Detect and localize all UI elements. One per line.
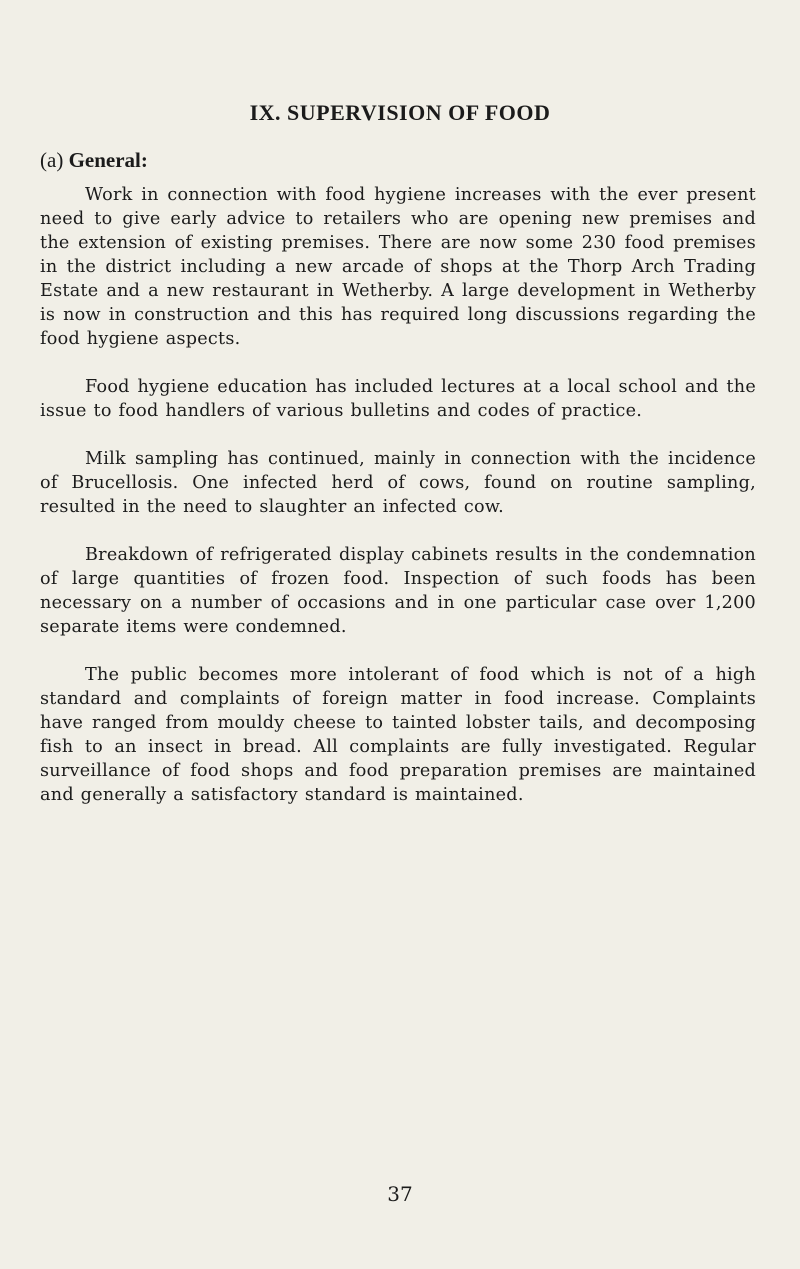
- paragraph-refrigeration-breakdown: Breakdown of refrigerated display cabinets results in the condemnation of large quantities of frozen food. Inspection of such foods has been necessary on a number of occasions and in one particular case over 1,200 separate items were condemned.: [40, 545, 756, 637]
- paragraph-milk-sampling: Milk sampling has continued, mainly in connection with the incidence of Brucellosis. One infected herd of cows, found on routine sampling, resulted in the need to slaughter an infected cow.: [40, 449, 756, 517]
- page-title: IX. SUPERVISION OF FOOD: [249, 100, 551, 125]
- paragraph-hygiene-education: Food hygiene education has included lectures at a local school and the issue to food handlers of various bulletins and codes of practice.: [40, 377, 756, 421]
- paragraph-complaints: The public becomes more intolerant of food which is not of a high standard and complaints of foreign matter in food increase. Complaints have ranged from mouldy cheese to tainted lobster tails, and decomposing fish to an insect in bread. All complaints are fully investigated. Regular surveillance of food shops and food preparation premises are maintained and generally a satisfactory standard is maintained.: [40, 665, 756, 805]
- paragraph-food-hygiene-work: Work in connection with food hygiene increases with the ever present need to give early advice to retailers who are opening new premises and the extension of existing premises. There are now some 230 food premises in the district including a new arcade of shops at the Thorp Arch Trading Estate and a new restaurant in Wetherby. A large development in Wetherby is now in construction and this has required long discussions regarding the food hygiene aspects.: [40, 185, 756, 349]
- body-text: [40, 183, 756, 831]
- section-label: General:: [68, 148, 148, 172]
- page-number: 37: [387, 1182, 413, 1206]
- section-heading: [40, 148, 148, 173]
- section-marker: (a): [40, 148, 64, 172]
